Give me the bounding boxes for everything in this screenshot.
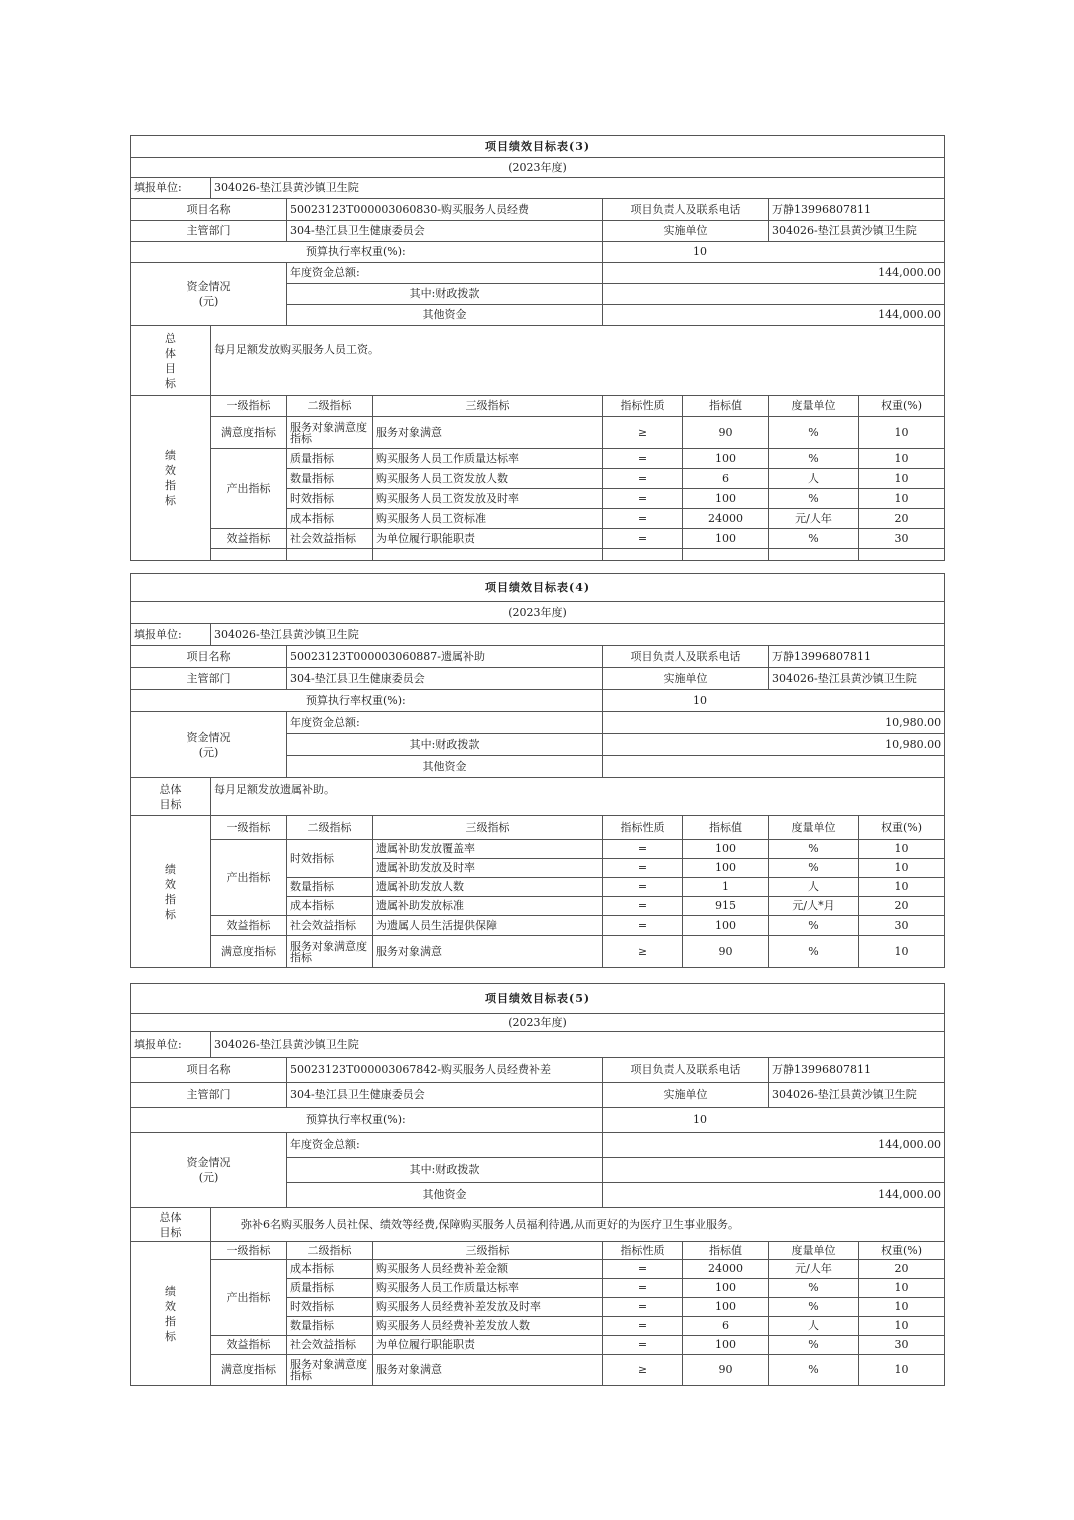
unit-cell: %: [769, 936, 859, 968]
form-year: (2023年度): [131, 1014, 945, 1032]
funds-total-label: 年度资金总额:: [287, 1133, 603, 1158]
nature-cell: =: [603, 859, 683, 878]
weight-cell: 10: [859, 469, 945, 489]
value-cell: 90: [683, 417, 769, 449]
table-row: [131, 936, 945, 968]
nature-cell: =: [603, 916, 683, 936]
nature-cell: =: [603, 529, 683, 549]
project-name-label: 项目名称: [131, 1058, 287, 1083]
nature-cell: =: [603, 449, 683, 469]
nature-cell: ≥: [603, 417, 683, 449]
level1-cell: 满意度指标: [211, 417, 287, 449]
funds-total-label: 年度资金总额:: [287, 712, 603, 734]
budget-rate-label: 预算执行率权重(%):: [131, 690, 603, 712]
project-name-label: 项目名称: [131, 646, 287, 668]
funds-other-value: [603, 756, 945, 778]
level3-cell: 购买服务人员工资发放及时率: [373, 489, 603, 509]
unit-cell: %: [769, 1336, 859, 1355]
header-unit: 度量单位: [769, 396, 859, 417]
project-name-value: 50023123T000003067842-购买服务人员经费补差: [287, 1058, 603, 1083]
performance-form-5: [130, 983, 944, 1386]
fill-unit-label: 填报单位:: [131, 178, 211, 199]
weight-cell: 10: [859, 1298, 945, 1317]
impl-label: 实施单位: [603, 221, 769, 242]
nature-cell: =: [603, 1279, 683, 1298]
unit-cell: 人: [769, 1317, 859, 1336]
contact-label: 项目负责人及联系电话: [603, 199, 769, 221]
funds-fiscal-value: [603, 1158, 945, 1183]
weight-cell: 20: [859, 509, 945, 529]
level2-cell: 成本指标: [287, 897, 373, 916]
level3-cell: 服务对象满意: [373, 936, 603, 968]
funds-fiscal-label: 其中:财政拨款: [287, 734, 603, 756]
dept-label: 主管部门: [131, 668, 287, 690]
level1-cell: 满意度指标: [211, 936, 287, 968]
value-cell: 24000: [683, 509, 769, 529]
nature-cell: ≥: [603, 936, 683, 968]
weight-cell: 10: [859, 1317, 945, 1336]
level1-cell: 产出指标: [211, 840, 287, 916]
goal-label: 总体 目标: [131, 778, 211, 816]
level1-cell: 产出指标: [211, 1260, 287, 1336]
nature-cell: =: [603, 1336, 683, 1355]
funds-label: 资金情况 (元): [131, 1133, 287, 1208]
header-level3: 三级指标: [373, 816, 603, 840]
weight-cell: 10: [859, 936, 945, 968]
value-cell: 90: [683, 1355, 769, 1386]
level1-cell: 满意度指标: [211, 1355, 287, 1386]
unit-cell: %: [769, 840, 859, 859]
dept-value: 304-垫江县卫生健康委员会: [287, 668, 603, 690]
spacer-row: [131, 549, 945, 561]
dept-value: 304-垫江县卫生健康委员会: [287, 221, 603, 242]
level3-cell: 购买服务人员工作质量达标率: [373, 449, 603, 469]
impl-label: 实施单位: [603, 1083, 769, 1108]
weight-cell: 30: [859, 916, 945, 936]
nature-cell: =: [603, 1260, 683, 1279]
unit-cell: %: [769, 417, 859, 449]
header-nature: 指标性质: [603, 1242, 683, 1260]
value-cell: 100: [683, 1336, 769, 1355]
unit-cell: %: [769, 489, 859, 509]
level2-cell: 时效指标: [287, 840, 373, 878]
goal-label: 总 体 目 标: [131, 326, 211, 396]
level3-cell: 服务对象满意: [373, 417, 603, 449]
level2-cell: 社会效益指标: [287, 1336, 373, 1355]
value-cell: 100: [683, 859, 769, 878]
value-cell: 100: [683, 489, 769, 509]
unit-cell: 人: [769, 469, 859, 489]
funds-fiscal-value: [603, 284, 945, 305]
unit-cell: %: [769, 916, 859, 936]
level2-cell: 社会效益指标: [287, 529, 373, 549]
weight-cell: 10: [859, 449, 945, 469]
table-row: [131, 916, 945, 936]
value-cell: 100: [683, 529, 769, 549]
value-cell: 6: [683, 1317, 769, 1336]
level3-cell: 遗属补助发放及时率: [373, 859, 603, 878]
impl-value: 304026-垫江县黄沙镇卫生院: [769, 668, 945, 690]
header-weight: 权重(%): [859, 816, 945, 840]
unit-cell: 元/人年: [769, 509, 859, 529]
value-cell: 100: [683, 1279, 769, 1298]
budget-rate-label: 预算执行率权重(%):: [131, 242, 603, 263]
indicators-label: 绩 效 指 标: [131, 396, 211, 561]
weight-cell: 10: [859, 417, 945, 449]
project-name-value: 50023123T000003060830-购买服务人员经费: [287, 199, 603, 221]
nature-cell: =: [603, 878, 683, 897]
header-unit: 度量单位: [769, 1242, 859, 1260]
funds-label: 资金情况 (元): [131, 263, 287, 326]
level3-cell: 购买服务人员工资发放人数: [373, 469, 603, 489]
form-title: 项目绩效目标表(3): [131, 136, 945, 158]
weight-cell: 20: [859, 897, 945, 916]
weight-cell: 10: [859, 489, 945, 509]
weight-cell: 10: [859, 878, 945, 897]
header-nature: 指标性质: [603, 816, 683, 840]
level3-cell: 购买服务人员经费补差发放人数: [373, 1317, 603, 1336]
level2-cell: 成本指标: [287, 509, 373, 529]
funds-fiscal-value: 10,980.00: [603, 734, 945, 756]
budget-rate-value: 10: [603, 242, 945, 263]
value-cell: 90: [683, 936, 769, 968]
unit-cell: %: [769, 1279, 859, 1298]
nature-cell: =: [603, 509, 683, 529]
nature-cell: =: [603, 489, 683, 509]
contact-value: 万静13996807811: [769, 646, 945, 668]
goal-value: 每月足额发放购买服务人员工资。: [211, 326, 945, 396]
header-unit: 度量单位: [769, 816, 859, 840]
nature-cell: =: [603, 897, 683, 916]
table-row: [131, 840, 945, 859]
header-level2: 二级指标: [287, 396, 373, 417]
unit-cell: %: [769, 859, 859, 878]
budget-rate-label: 预算执行率权重(%):: [131, 1108, 603, 1133]
value-cell: 24000: [683, 1260, 769, 1279]
impl-label: 实施单位: [603, 668, 769, 690]
value-cell: 915: [683, 897, 769, 916]
funds-fiscal-label: 其中:财政拨款: [287, 284, 603, 305]
funds-other-label: 其他资金: [287, 305, 603, 326]
contact-value: 万静13996807811: [769, 1058, 945, 1083]
funds-other-value: 144,000.00: [603, 1183, 945, 1208]
fill-unit-value: 304026-垫江县黄沙镇卫生院: [211, 178, 945, 199]
unit-cell: 人: [769, 878, 859, 897]
value-cell: 100: [683, 840, 769, 859]
budget-rate-value: 10: [603, 690, 945, 712]
funds-total-value: 10,980.00: [603, 712, 945, 734]
level3-cell: 为遗属人员生活提供保障: [373, 916, 603, 936]
dept-label: 主管部门: [131, 1083, 287, 1108]
level3-cell: 购买服务人员工资标准: [373, 509, 603, 529]
level3-cell: 遗属补助发放人数: [373, 878, 603, 897]
level2-cell: 质量指标: [287, 449, 373, 469]
table-row: [131, 529, 945, 549]
table-row: [131, 417, 945, 449]
value-cell: 6: [683, 469, 769, 489]
funds-total-value: 144,000.00: [603, 263, 945, 284]
level1-cell: 效益指标: [211, 916, 287, 936]
goal-label: 总体 目标: [131, 1208, 211, 1242]
value-cell: 100: [683, 449, 769, 469]
contact-value: 万静13996807811: [769, 199, 945, 221]
level2-cell: 服务对象满意度指标: [287, 1355, 373, 1386]
contact-label: 项目负责人及联系电话: [603, 646, 769, 668]
form-year: (2023年度): [131, 602, 945, 624]
nature-cell: =: [603, 1298, 683, 1317]
funds-other-label: 其他资金: [287, 1183, 603, 1208]
nature-cell: =: [603, 469, 683, 489]
funds-label: 资金情况 (元): [131, 712, 287, 778]
level2-cell: 服务对象满意度指标: [287, 417, 373, 449]
weight-cell: 30: [859, 529, 945, 549]
level3-cell: 购买服务人员经费补差发放及时率: [373, 1298, 603, 1317]
indicators-label: 绩 效 指 标: [131, 1242, 211, 1386]
unit-cell: %: [769, 449, 859, 469]
funds-other-label: 其他资金: [287, 756, 603, 778]
performance-form-3: [130, 135, 944, 561]
unit-cell: 元/人*月: [769, 897, 859, 916]
goal-value: 弥补6名购买服务人员社保、绩效等经费,保障购买服务人员福利待遇,从而更好的为医疗卫生事业服务。: [211, 1208, 945, 1242]
impl-value: 304026-垫江县黄沙镇卫生院: [769, 1083, 945, 1108]
level1-cell: 效益指标: [211, 529, 287, 549]
funds-other-value: 144,000.00: [603, 305, 945, 326]
level1-cell: 产出指标: [211, 449, 287, 529]
nature-cell: =: [603, 840, 683, 859]
nature-cell: =: [603, 1317, 683, 1336]
weight-cell: 30: [859, 1336, 945, 1355]
level3-cell: 为单位履行职能职责: [373, 529, 603, 549]
header-level2: 二级指标: [287, 816, 373, 840]
goal-value: 每月足额发放遗属补助。: [211, 778, 945, 816]
unit-cell: %: [769, 529, 859, 549]
weight-cell: 20: [859, 1260, 945, 1279]
dept-label: 主管部门: [131, 221, 287, 242]
level3-cell: 购买服务人员工作质量达标率: [373, 1279, 603, 1298]
level2-cell: 数量指标: [287, 1317, 373, 1336]
header-level1: 一级指标: [211, 1242, 287, 1260]
table-row: [131, 1336, 945, 1355]
level2-cell: 服务对象满意度指标: [287, 936, 373, 968]
contact-label: 项目负责人及联系电话: [603, 1058, 769, 1083]
level2-cell: 数量指标: [287, 469, 373, 489]
table-row: [131, 1355, 945, 1386]
header-level1: 一级指标: [211, 396, 287, 417]
header-level3: 三级指标: [373, 1242, 603, 1260]
level2-cell: 社会效益指标: [287, 916, 373, 936]
header-nature: 指标性质: [603, 396, 683, 417]
level3-cell: 服务对象满意: [373, 1355, 603, 1386]
table-row: [131, 1260, 945, 1279]
impl-value: 304026-垫江县黄沙镇卫生院: [769, 221, 945, 242]
form-title: 项目绩效目标表(5): [131, 984, 945, 1014]
level2-cell: 时效指标: [287, 1298, 373, 1317]
project-name-value: 50023123T000003060887-遗属补助: [287, 646, 603, 668]
level3-cell: 购买服务人员经费补差金额: [373, 1260, 603, 1279]
header-value: 指标值: [683, 816, 769, 840]
nature-cell: ≥: [603, 1355, 683, 1386]
level3-cell: 遗属补助发放标准: [373, 897, 603, 916]
header-weight: 权重(%): [859, 1242, 945, 1260]
indicators-label: 绩 效 指 标: [131, 816, 211, 968]
funds-fiscal-label: 其中:财政拨款: [287, 1158, 603, 1183]
form-year: (2023年度): [131, 158, 945, 178]
dept-value: 304-垫江县卫生健康委员会: [287, 1083, 603, 1108]
level2-cell: 成本指标: [287, 1260, 373, 1279]
level2-cell: 数量指标: [287, 878, 373, 897]
level3-cell: 为单位履行职能职责: [373, 1336, 603, 1355]
weight-cell: 10: [859, 840, 945, 859]
budget-rate-value: 10: [603, 1108, 945, 1133]
value-cell: 100: [683, 916, 769, 936]
weight-cell: 10: [859, 1279, 945, 1298]
fill-unit-value: 304026-垫江县黄沙镇卫生院: [211, 624, 945, 646]
project-name-label: 项目名称: [131, 199, 287, 221]
form-title: 项目绩效目标表(4): [131, 574, 945, 602]
level3-cell: 遗属补助发放覆盖率: [373, 840, 603, 859]
unit-cell: 元/人年: [769, 1260, 859, 1279]
header-level3: 三级指标: [373, 396, 603, 417]
funds-total-value: 144,000.00: [603, 1133, 945, 1158]
funds-total-label: 年度资金总额:: [287, 263, 603, 284]
header-value: 指标值: [683, 1242, 769, 1260]
fill-unit-value: 304026-垫江县黄沙镇卫生院: [211, 1032, 945, 1058]
table-row: [131, 449, 945, 469]
value-cell: 1: [683, 878, 769, 897]
fill-unit-label: 填报单位:: [131, 624, 211, 646]
header-value: 指标值: [683, 396, 769, 417]
header-level1: 一级指标: [211, 816, 287, 840]
value-cell: 100: [683, 1298, 769, 1317]
unit-cell: %: [769, 1355, 859, 1386]
unit-cell: %: [769, 1298, 859, 1317]
performance-form-4: [130, 573, 944, 968]
weight-cell: 10: [859, 1355, 945, 1386]
level1-cell: 效益指标: [211, 1336, 287, 1355]
level2-cell: 时效指标: [287, 489, 373, 509]
fill-unit-label: 填报单位:: [131, 1032, 211, 1058]
header-weight: 权重(%): [859, 396, 945, 417]
level2-cell: 质量指标: [287, 1279, 373, 1298]
header-level2: 二级指标: [287, 1242, 373, 1260]
weight-cell: 10: [859, 859, 945, 878]
